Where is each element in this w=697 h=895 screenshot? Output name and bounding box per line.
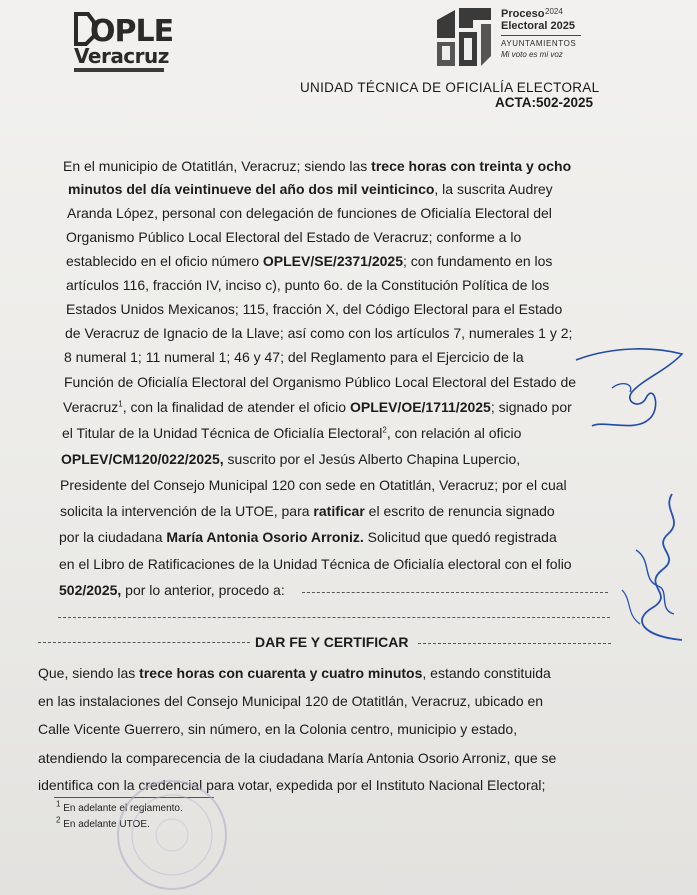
p1-line-6: artículos 116, fracción IV, inciso c), punto 6o. de la Constitución Política de los	[66, 277, 550, 293]
p1-line-1: En el municipio de Otatitlán, Veracruz; siendo las trece horas con treinta y ocho	[63, 158, 572, 174]
p1-line-8: de Veracruz de Ignacio de la Llave; así como con los artículos 7, numerales 1 y 2;	[65, 325, 573, 341]
official-seal-stamp	[112, 775, 232, 895]
footnote-1: $^1$ En adelante el reglamento.	[56, 799, 183, 814]
p1-line-15: solicita la intervención de la UTOE, para ratificar el escrito de renuncia signado	[60, 503, 555, 519]
p2-line-2: en las instalaciones del Consejo Municipal 120 de Otatitlán, Veracruz, ubicado en	[38, 693, 544, 709]
acta-number: ACTA:502-2025	[494, 95, 593, 110]
signature-scribble-1	[572, 340, 697, 435]
p1-line-3: Aranda López, personal con delegación de funciones de Oficialía Electoral del	[67, 205, 552, 221]
p1-line-18: 502/2025, por lo anterior, procedo a:	[59, 582, 285, 598]
ople-veracruz-logo	[72, 8, 172, 72]
footnote-2: $^2$ En adelante UTOE.	[56, 815, 150, 830]
section-heading: DAR FE Y CERTIFICAR	[255, 634, 409, 650]
p1-line-12: el Titular de la Unidad Técnica de Oficialía Electoral$^2$, con relación al oficio	[62, 425, 522, 441]
logo-ople-text: OPLE	[90, 14, 174, 49]
p2-line-1: Que, siendo las trece horas con cuarenta y cuatro minutos, estando constituida	[38, 665, 551, 681]
logo-underline	[74, 68, 164, 72]
unit-title: UNIDAD TÉCNICA DE OFICIALÍA ELECTORAL	[300, 80, 600, 95]
logo-year-text: 2024	[545, 7, 563, 16]
logo-ayuntamientos-text: AYUNTAMIENTOS	[501, 39, 577, 48]
p2-line-3: Calle Vicente Guerrero, sin número, en la Colonia centro, municipio y estado,	[38, 721, 518, 737]
p1-line-13: OPLEV/CM120/022/2025, suscrito por el Jesús Alberto Chapina Lupercio,	[61, 451, 521, 467]
p1-line-11: Veracruz$^1$, con la finalidad de atender el oficio OPLEV/OE/1711/2025; signado por	[63, 399, 572, 415]
p2-line-4: atendiendo la comparecencia de la ciudadana María Antonia Osorio Arroniz, que se	[38, 750, 557, 766]
logo-divider	[501, 35, 581, 36]
logo-veracruz-text: Veracruz	[74, 44, 169, 68]
p1-line-2: minutos del día veintinueve del año dos mil veinticinco, la suscrita Audrey	[68, 181, 553, 197]
p1-line-5: establecido en el oficio número OPLEV/SE/2371/2025; con fundamento en los	[66, 253, 553, 269]
heading-dash-left	[38, 642, 250, 643]
p1-line-14: Presidente del Consejo Municipal 120 con sede en Otatitlán, Veracruz; por el cual	[60, 477, 567, 493]
logo-electoral-text: Electoral 2025	[501, 20, 575, 32]
proceso-electoral-mark-icon	[433, 8, 495, 68]
logo-proceso-text: Proceso	[501, 8, 545, 20]
heading-dash-right	[418, 643, 611, 644]
p2-line-5: identifica con la credencial para votar, expedida por el Instituto Nacional Electoral;	[38, 777, 546, 793]
p1-line-7: Estados Unidos Mexicanos; 115, fracción X, del Código Electoral para el Estado	[66, 301, 563, 317]
p1-line-16: por la ciudadana María Antonia Osorio Arroniz. Solicitud que quedó registrada	[59, 529, 557, 545]
dash-fill	[302, 592, 608, 593]
proceso-electoral-logo	[433, 6, 593, 70]
signature-scribble-2	[612, 490, 697, 645]
p1-line-17: en el Libro de Ratificaciones de la Unidad Técnica de Oficialía electoral con el folio	[59, 556, 572, 572]
dash-rule	[58, 617, 610, 618]
p1-line-4: Organismo Público Local Electoral del Estado de Veracruz; conforme a lo	[66, 229, 522, 245]
p1-line-9: 8 numeral 1; 11 numeral 1; 46 y 47; del Reglamento para el Ejercicio de la	[64, 349, 524, 365]
logo-slogan-text: Mi voto es mi voz	[501, 50, 563, 59]
p1-line-10: Función de Oficialía Electoral del Organismo Público Local Electoral del Estado de	[64, 374, 577, 390]
